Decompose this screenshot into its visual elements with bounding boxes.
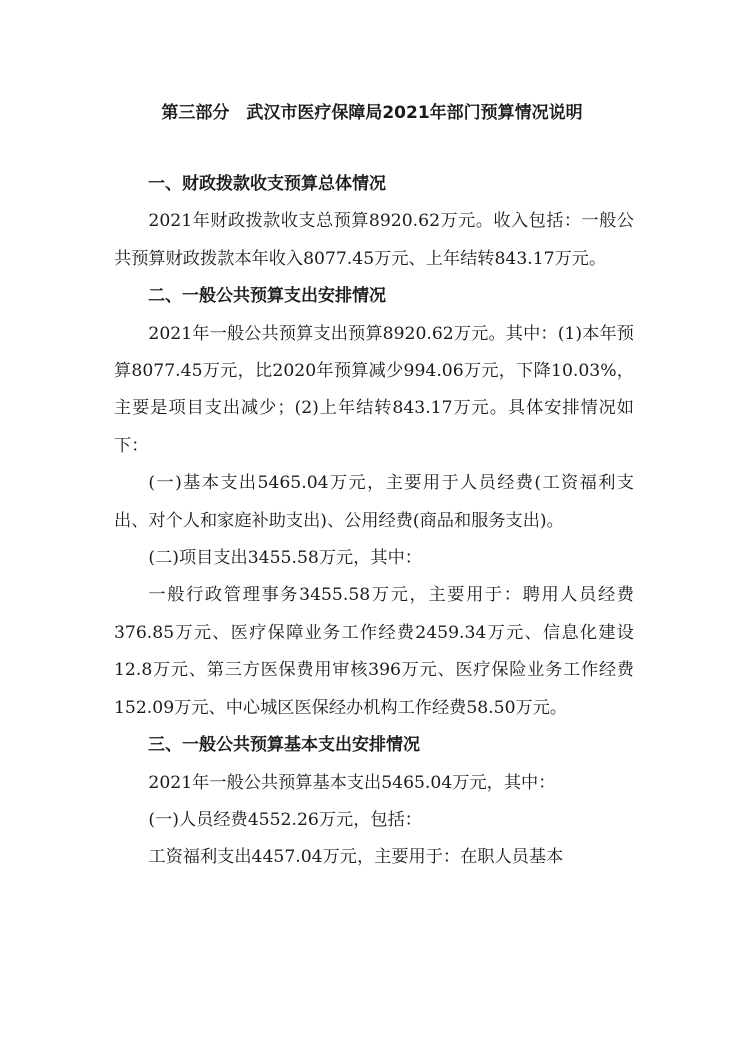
section-2-paragraph-1: 2021年一般公共预算支出预算8920.62万元。其中：(1)本年预算8077.45万元，比2020年预算减少994.06万元，下降10.03%，主要是项目支出减少；(2)上年结转843.17万元。具体安排情况如下： [114, 323, 634, 456]
document-title: 第三部分 武汉市医疗保障局2021年部门预算情况说明 [161, 103, 583, 123]
document-body [114, 166, 634, 877]
section-3-paragraph-1: 2021年一般公共预算基本支出5465.04万元，其中： [148, 772, 556, 793]
section-heading-2: 二、一般公共预算支出安排情况 [148, 286, 386, 307]
section-heading-1: 一、财政拨款收支预算总体情况 [148, 174, 386, 194]
section-3-paragraph-3: 工资福利支出4457.04万元，主要用于：在职人员基本 [148, 847, 564, 868]
section-heading-3: 三、一般公共预算基本支出安排情况 [148, 735, 420, 756]
section-2-paragraph-4: 一般行政管理事务3455.58万元，主要用于：聘用人员经费376.85万元、医疗保障业务工作经费2459.34万元、信息化建设12.8万元、第三方医保费用审核396万元、医疗保险业务工作经费152.09万元、中心城区医保经办机构工作经费58.50万元。 [114, 585, 634, 718]
section-1-paragraph-1: 2021年财政拨款收支总预算8920.62万元。收入包括：一般公共预算财政拨款本年收入8077.45万元、上年结转843.17万元。 [114, 211, 634, 269]
section-2-paragraph-2: (一)基本支出5465.04万元，主要用于人员经费(工资福利支出、对个人和家庭补助支出)、公用经费(商品和服务支出)。 [114, 473, 634, 531]
section-3-paragraph-2: (一)人员经费4552.26万元，包括： [148, 809, 422, 830]
section-2-paragraph-3: (二)项目支出3455.58万元，其中： [148, 548, 422, 569]
